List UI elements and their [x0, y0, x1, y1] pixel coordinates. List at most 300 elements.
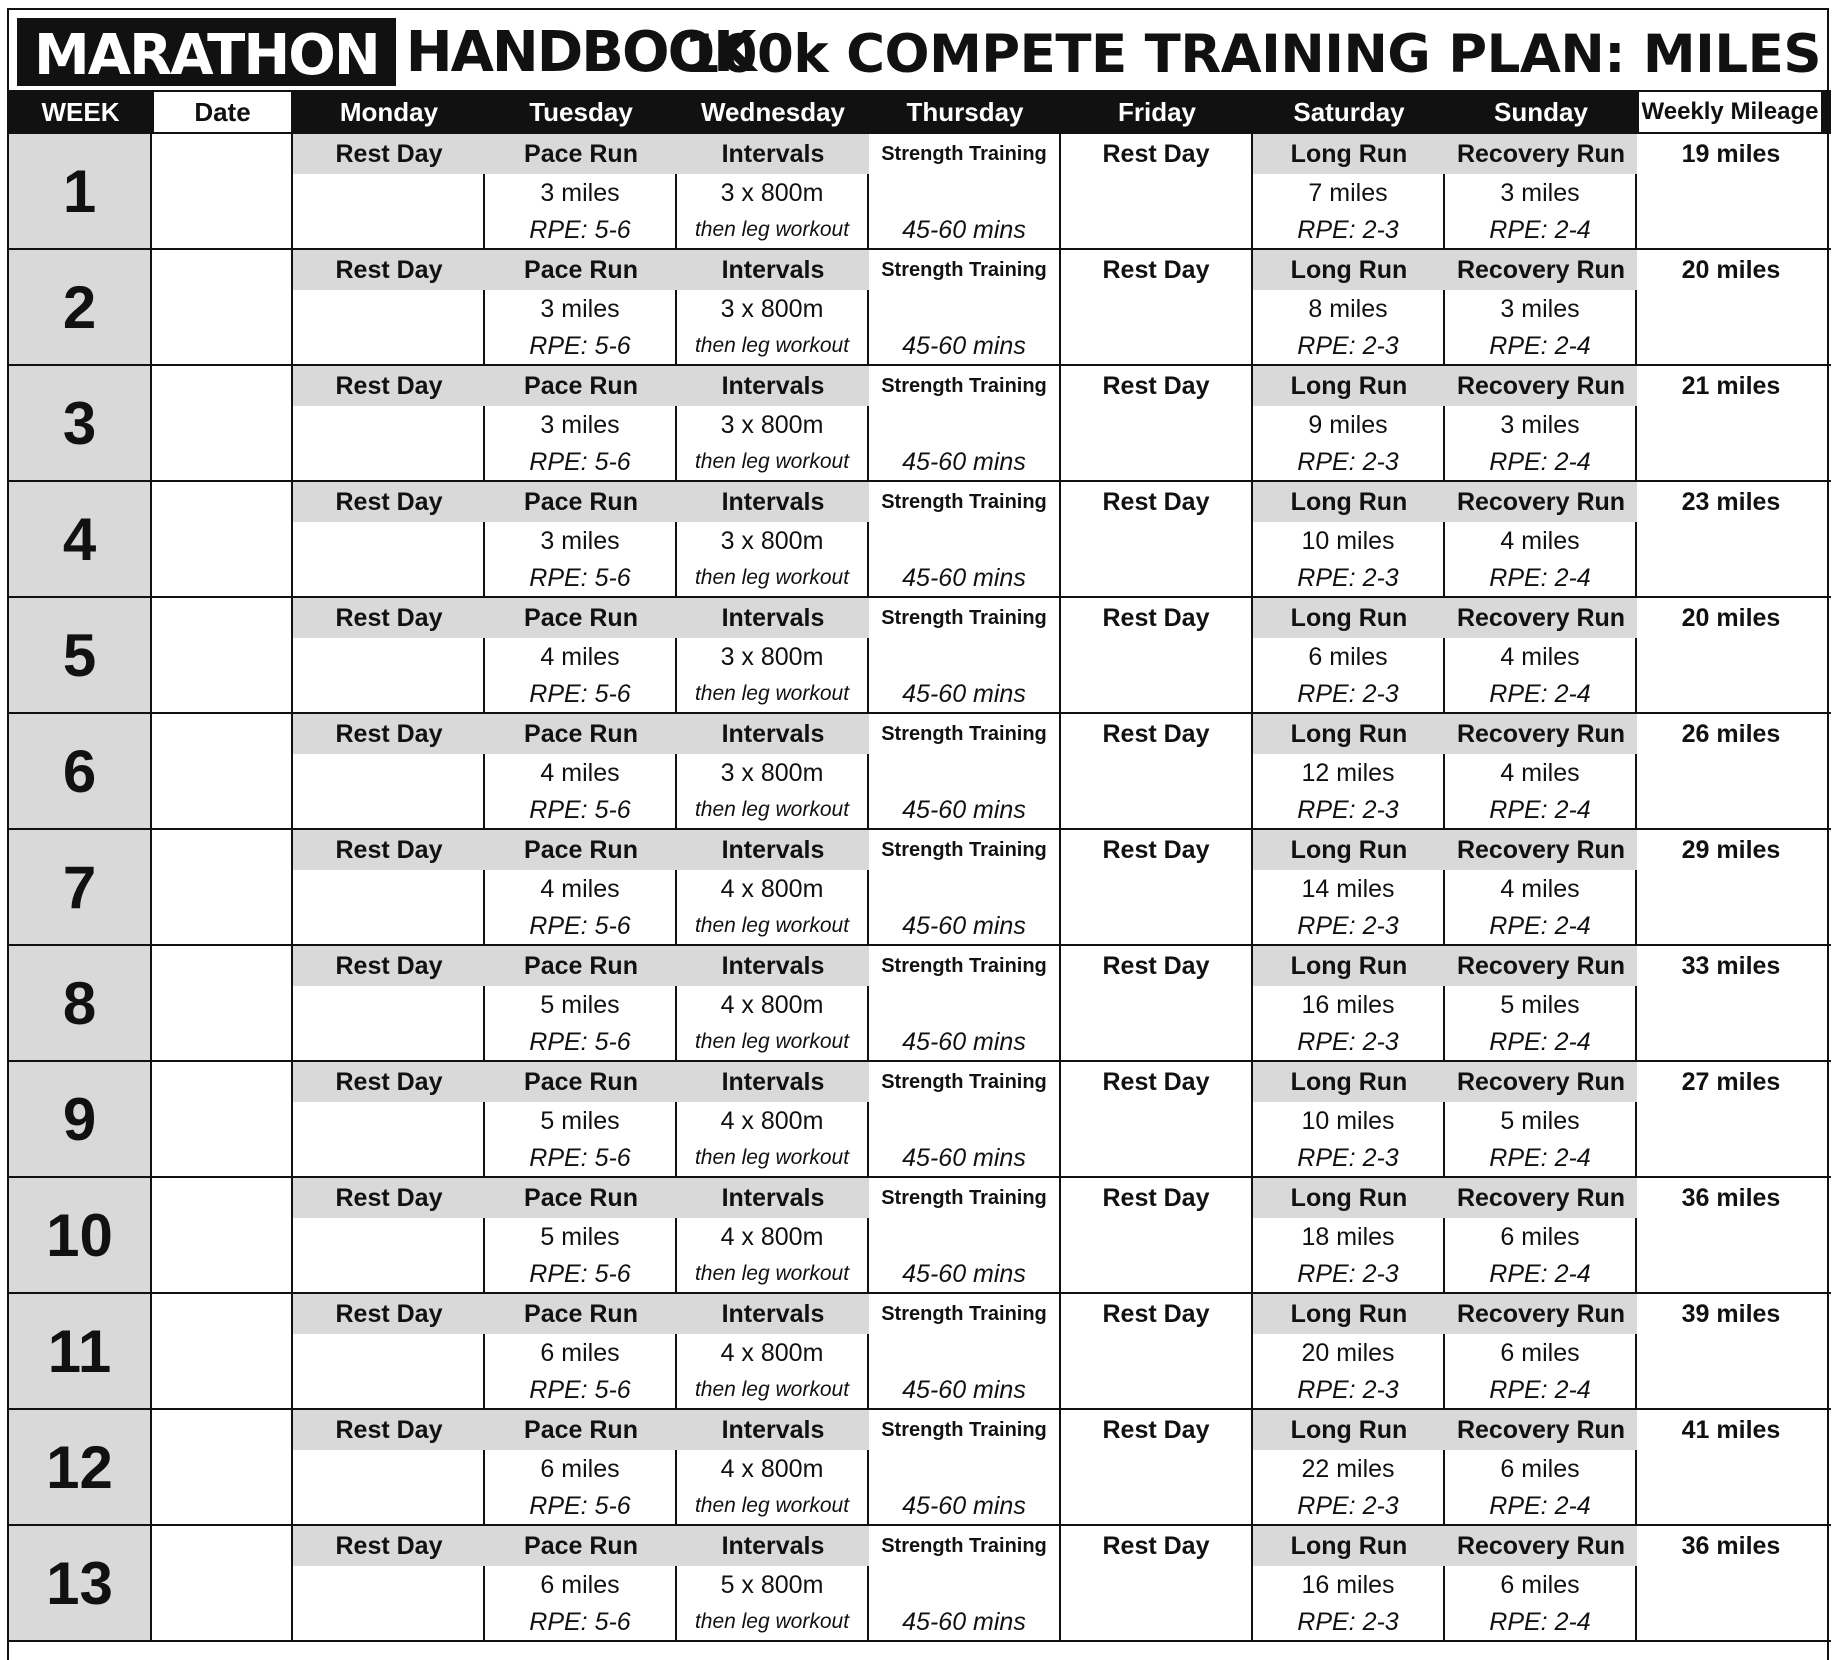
week-row: [9, 250, 1831, 366]
marathon-handbook-logo: [17, 18, 759, 86]
thursday-spacer: [869, 754, 1059, 792]
sunday-workout: Recovery Run: [1445, 714, 1637, 754]
friday-workout: Rest Day: [1102, 255, 1210, 284]
sunday-workout: Recovery Run: [1445, 134, 1637, 174]
wednesday-reps: 5 x 800m: [720, 1570, 824, 1599]
thursday-duration: 45-60 mins: [902, 1607, 1026, 1636]
thursday-cell: [869, 250, 1061, 364]
week-number: 9: [9, 1062, 152, 1176]
tuesday-rpe: RPE: 5-6: [529, 911, 631, 940]
date-cell[interactable]: [152, 946, 293, 1060]
wednesday-workout: Intervals: [677, 366, 869, 406]
monday-cell: [293, 946, 485, 1060]
saturday-cell: [1253, 830, 1445, 944]
sunday-rpe: RPE: 2-4: [1489, 1375, 1591, 1404]
table-header-row: [9, 90, 1831, 134]
weekly-mileage-value: 19 miles: [1681, 139, 1781, 168]
monday-cell: [293, 1526, 485, 1640]
tuesday-rpe: RPE: 5-6: [529, 1607, 631, 1636]
saturday-distance: 6 miles: [1308, 642, 1388, 671]
friday-cell: [1061, 134, 1253, 248]
thursday-spacer: [869, 1102, 1059, 1140]
date-cell[interactable]: [152, 134, 293, 248]
thursday-spacer: [869, 522, 1059, 560]
wednesday-cell: [677, 1178, 869, 1292]
date-cell[interactable]: [152, 714, 293, 828]
tuesday-workout: Pace Run: [485, 830, 677, 870]
friday-workout: Rest Day: [1102, 487, 1210, 516]
week-row: [9, 1062, 1831, 1178]
thursday-duration: 45-60 mins: [902, 679, 1026, 708]
date-cell[interactable]: [152, 1410, 293, 1524]
tuesday-rpe: RPE: 5-6: [529, 1259, 631, 1288]
sunday-rpe: RPE: 2-4: [1489, 447, 1591, 476]
saturday-distance: 16 miles: [1301, 1570, 1395, 1599]
monday-workout: Rest Day: [293, 366, 485, 406]
column-header-wednesday: Wednesday: [700, 96, 845, 127]
wednesday-note: then leg workout: [694, 1494, 850, 1517]
sunday-cell: [1445, 1062, 1637, 1176]
thursday-workout: Strength Training: [881, 1534, 1047, 1557]
wednesday-note: then leg workout: [694, 218, 850, 241]
thursday-cell: [869, 366, 1061, 480]
monday-cell: [293, 1294, 485, 1408]
sunday-rpe: RPE: 2-4: [1489, 1491, 1591, 1520]
weekly-mileage-cell: [1637, 714, 1825, 828]
wednesday-reps: 4 x 800m: [720, 1222, 824, 1251]
tuesday-distance: 3 miles: [540, 178, 620, 207]
friday-cell: [1061, 714, 1253, 828]
saturday-rpe: RPE: 2-3: [1297, 447, 1399, 476]
weekly-mileage-cell: [1637, 134, 1825, 248]
saturday-cell: [1253, 366, 1445, 480]
tuesday-workout: Pace Run: [485, 1410, 677, 1450]
column-header-thursday: Thursday: [906, 96, 1024, 127]
saturday-rpe: RPE: 2-3: [1297, 1027, 1399, 1056]
weekly-mileage-value: 41 miles: [1681, 1415, 1781, 1444]
monday-workout: Rest Day: [293, 1294, 485, 1334]
week-number: 2: [9, 250, 152, 364]
wednesday-reps: 3 x 800m: [720, 642, 824, 671]
tuesday-rpe: RPE: 5-6: [529, 1143, 631, 1172]
date-cell[interactable]: [152, 1178, 293, 1292]
thursday-workout: Strength Training: [881, 1070, 1047, 1093]
saturday-distance: 10 miles: [1301, 1106, 1395, 1135]
tuesday-cell: [485, 1178, 677, 1292]
wednesday-workout: Intervals: [677, 134, 869, 174]
thursday-duration: 45-60 mins: [902, 447, 1026, 476]
sunday-rpe: RPE: 2-4: [1489, 1027, 1591, 1056]
thursday-spacer: [869, 986, 1059, 1024]
saturday-cell: [1253, 134, 1445, 248]
monday-workout: Rest Day: [293, 482, 485, 522]
sunday-rpe: RPE: 2-4: [1489, 679, 1591, 708]
saturday-distance: 10 miles: [1301, 526, 1395, 555]
monday-workout: Rest Day: [293, 1526, 485, 1566]
tuesday-cell: [485, 366, 677, 480]
weekly-mileage-value: 39 miles: [1681, 1299, 1781, 1328]
wednesday-cell: [677, 1410, 869, 1524]
thursday-spacer: [869, 290, 1059, 328]
date-cell[interactable]: [152, 1526, 293, 1640]
wednesday-note: then leg workout: [694, 566, 850, 589]
monday-cell: [293, 366, 485, 480]
sunday-cell: [1445, 134, 1637, 248]
thursday-cell: [869, 134, 1061, 248]
monday-workout: Rest Day: [293, 1410, 485, 1450]
friday-cell: [1061, 1062, 1253, 1176]
weekly-mileage-cell: [1637, 250, 1825, 364]
sunday-cell: [1445, 598, 1637, 712]
sunday-workout: Recovery Run: [1445, 250, 1637, 290]
tuesday-rpe: RPE: 5-6: [529, 679, 631, 708]
thursday-cell: [869, 830, 1061, 944]
tuesday-cell: [485, 1526, 677, 1640]
monday-workout: Rest Day: [293, 946, 485, 986]
weekly-mileage-value: 20 miles: [1681, 603, 1781, 632]
sunday-workout: Recovery Run: [1445, 830, 1637, 870]
sunday-cell: [1445, 482, 1637, 596]
tuesday-rpe: RPE: 5-6: [529, 1491, 631, 1520]
tuesday-workout: Pace Run: [485, 482, 677, 522]
tuesday-distance: 4 miles: [540, 642, 620, 671]
week-row: [9, 482, 1831, 598]
week-row: [9, 1526, 1831, 1642]
tuesday-distance: 3 miles: [540, 526, 620, 555]
saturday-distance: 16 miles: [1301, 990, 1395, 1019]
saturday-distance: 12 miles: [1301, 758, 1395, 787]
weekly-mileage-cell: [1637, 598, 1825, 712]
thursday-workout: Strength Training: [881, 1302, 1047, 1325]
wednesday-note: then leg workout: [694, 682, 850, 705]
week-row: [9, 1178, 1831, 1294]
weekly-mileage-value: 23 miles: [1681, 487, 1781, 516]
tuesday-workout: Pace Run: [485, 250, 677, 290]
thursday-duration: 45-60 mins: [902, 911, 1026, 940]
wednesday-workout: Intervals: [677, 1062, 869, 1102]
wednesday-note: then leg workout: [694, 450, 850, 473]
week-number: 12: [9, 1410, 152, 1524]
week-row: [9, 598, 1831, 714]
tuesday-cell: [485, 250, 677, 364]
date-cell[interactable]: [152, 1294, 293, 1408]
saturday-rpe: RPE: 2-3: [1297, 1491, 1399, 1520]
friday-workout: Rest Day: [1102, 1183, 1210, 1212]
date-cell[interactable]: [152, 830, 293, 944]
tuesday-cell: [485, 1294, 677, 1408]
thursday-duration: 45-60 mins: [902, 1375, 1026, 1404]
wednesday-reps: 4 x 800m: [720, 1338, 824, 1367]
thursday-cell: [869, 1178, 1061, 1292]
week-number: 1: [9, 134, 152, 248]
friday-cell: [1061, 1410, 1253, 1524]
tuesday-distance: 4 miles: [540, 758, 620, 787]
thursday-workout: Strength Training: [881, 490, 1047, 513]
wednesday-note: then leg workout: [694, 334, 850, 357]
thursday-cell: [869, 482, 1061, 596]
saturday-cell: [1253, 1294, 1445, 1408]
column-header-monday: Monday: [339, 96, 439, 127]
tuesday-workout: Pace Run: [485, 1526, 677, 1566]
sunday-rpe: RPE: 2-4: [1489, 911, 1591, 940]
week-number: 10: [9, 1178, 152, 1292]
training-plan-sheet: [7, 8, 1829, 1660]
wednesday-cell: [677, 1294, 869, 1408]
sunday-workout: Recovery Run: [1445, 482, 1637, 522]
saturday-rpe: RPE: 2-3: [1297, 1607, 1399, 1636]
sunday-distance: 5 miles: [1500, 990, 1580, 1019]
saturday-rpe: RPE: 2-3: [1297, 1259, 1399, 1288]
column-header-saturday: Saturday: [1293, 96, 1405, 127]
tuesday-rpe: RPE: 5-6: [529, 331, 631, 360]
date-cell[interactable]: [152, 598, 293, 712]
tuesday-rpe: RPE: 5-6: [529, 447, 631, 476]
friday-cell: [1061, 250, 1253, 364]
week-number: 7: [9, 830, 152, 944]
saturday-workout: Long Run: [1253, 1526, 1445, 1566]
thursday-workout: Strength Training: [881, 954, 1047, 977]
wednesday-note: then leg workout: [694, 1610, 850, 1633]
date-cell[interactable]: [152, 366, 293, 480]
tuesday-rpe: RPE: 5-6: [529, 215, 631, 244]
tuesday-cell: [485, 134, 677, 248]
monday-cell: [293, 714, 485, 828]
saturday-distance: 18 miles: [1301, 1222, 1395, 1251]
wednesday-cell: [677, 134, 869, 248]
saturday-workout: Long Run: [1253, 250, 1445, 290]
monday-cell: [293, 134, 485, 248]
thursday-cell: [869, 598, 1061, 712]
weekly-mileage-cell: [1637, 1294, 1825, 1408]
saturday-distance: 7 miles: [1308, 178, 1388, 207]
sunday-workout: Recovery Run: [1445, 598, 1637, 638]
tuesday-distance: 5 miles: [540, 990, 620, 1019]
date-cell[interactable]: [152, 1062, 293, 1176]
saturday-distance: 22 miles: [1301, 1454, 1395, 1483]
wednesday-cell: [677, 1526, 869, 1640]
saturday-rpe: RPE: 2-3: [1297, 679, 1399, 708]
tuesday-workout: Pace Run: [485, 714, 677, 754]
thursday-duration: 45-60 mins: [902, 563, 1026, 592]
thursday-spacer: [869, 1450, 1059, 1488]
friday-workout: Rest Day: [1102, 1415, 1210, 1444]
friday-cell: [1061, 1294, 1253, 1408]
sunday-workout: Recovery Run: [1445, 366, 1637, 406]
sunday-distance: 5 miles: [1500, 1106, 1580, 1135]
weekly-mileage-cell: [1637, 1062, 1825, 1176]
saturday-rpe: RPE: 2-3: [1297, 1375, 1399, 1404]
wednesday-workout: Intervals: [677, 1410, 869, 1450]
wednesday-cell: [677, 714, 869, 828]
saturday-cell: [1253, 250, 1445, 364]
saturday-rpe: RPE: 2-3: [1297, 795, 1399, 824]
wednesday-cell: [677, 1062, 869, 1176]
monday-cell: [293, 598, 485, 712]
sunday-distance: 4 miles: [1500, 874, 1580, 903]
tuesday-workout: Pace Run: [485, 1178, 677, 1218]
monday-workout: Rest Day: [293, 830, 485, 870]
sunday-distance: 3 miles: [1500, 178, 1580, 207]
wednesday-reps: 3 x 800m: [720, 758, 824, 787]
week-row: [9, 134, 1831, 250]
saturday-workout: Long Run: [1253, 946, 1445, 986]
thursday-duration: 45-60 mins: [902, 1259, 1026, 1288]
saturday-distance: 14 miles: [1301, 874, 1395, 903]
column-header-date: Date: [152, 90, 293, 134]
tuesday-workout: Pace Run: [485, 1062, 677, 1102]
tuesday-workout: Pace Run: [485, 366, 677, 406]
friday-workout: Rest Day: [1102, 1299, 1210, 1328]
wednesday-cell: [677, 250, 869, 364]
tuesday-cell: [485, 946, 677, 1060]
sunday-distance: 6 miles: [1500, 1222, 1580, 1251]
tuesday-cell: [485, 598, 677, 712]
saturday-cell: [1253, 598, 1445, 712]
thursday-spacer: [869, 1334, 1059, 1372]
friday-cell: [1061, 1526, 1253, 1640]
friday-cell: [1061, 366, 1253, 480]
wednesday-cell: [677, 598, 869, 712]
saturday-workout: Long Run: [1253, 1062, 1445, 1102]
week-number: 5: [9, 598, 152, 712]
saturday-workout: Long Run: [1253, 598, 1445, 638]
monday-cell: [293, 1178, 485, 1292]
week-row: [9, 946, 1831, 1062]
wednesday-cell: [677, 482, 869, 596]
tuesday-rpe: RPE: 5-6: [529, 795, 631, 824]
column-header-friday: Friday: [1117, 96, 1197, 127]
week-number: 4: [9, 482, 152, 596]
table-body: [9, 134, 1831, 1642]
tuesday-distance: 6 miles: [540, 1570, 620, 1599]
friday-workout: Rest Day: [1102, 371, 1210, 400]
logo-handbook-text: HANDBOOK: [405, 20, 755, 85]
thursday-spacer: [869, 1566, 1059, 1604]
weekly-mileage-value: 33 miles: [1681, 951, 1781, 980]
week-row: [9, 1410, 1831, 1526]
tuesday-cell: [485, 830, 677, 944]
date-cell[interactable]: [152, 250, 293, 364]
thursday-workout: Strength Training: [881, 838, 1047, 861]
wednesday-note: then leg workout: [694, 1262, 850, 1285]
thursday-cell: [869, 946, 1061, 1060]
tuesday-distance: 5 miles: [540, 1222, 620, 1251]
training-table: [9, 90, 1831, 1642]
saturday-cell: [1253, 1410, 1445, 1524]
sunday-rpe: RPE: 2-4: [1489, 1259, 1591, 1288]
friday-cell: [1061, 830, 1253, 944]
tuesday-cell: [485, 482, 677, 596]
sunday-rpe: RPE: 2-4: [1489, 563, 1591, 592]
week-row: [9, 830, 1831, 946]
thursday-cell: [869, 714, 1061, 828]
saturday-workout: Long Run: [1253, 1410, 1445, 1450]
friday-cell: [1061, 946, 1253, 1060]
week-number: 11: [9, 1294, 152, 1408]
weekly-mileage-cell: [1637, 1178, 1825, 1292]
thursday-workout: Strength Training: [881, 142, 1047, 165]
tuesday-cell: [485, 714, 677, 828]
thursday-workout: Strength Training: [881, 722, 1047, 745]
thursday-spacer: [869, 638, 1059, 676]
weekly-mileage-value: 36 miles: [1681, 1531, 1781, 1560]
week-row: [9, 366, 1831, 482]
sunday-workout: Recovery Run: [1445, 946, 1637, 986]
saturday-distance: 8 miles: [1308, 294, 1388, 323]
saturday-rpe: RPE: 2-3: [1297, 911, 1399, 940]
weekly-mileage-cell: [1637, 366, 1825, 480]
thursday-duration: 45-60 mins: [902, 331, 1026, 360]
friday-cell: [1061, 1178, 1253, 1292]
thursday-duration: 45-60 mins: [902, 1491, 1026, 1520]
tuesday-cell: [485, 1062, 677, 1176]
sunday-distance: 6 miles: [1500, 1338, 1580, 1367]
thursday-workout: Strength Training: [881, 258, 1047, 281]
saturday-distance: 20 miles: [1301, 1338, 1395, 1367]
saturday-workout: Long Run: [1253, 482, 1445, 522]
sunday-workout: Recovery Run: [1445, 1062, 1637, 1102]
tuesday-distance: 4 miles: [540, 874, 620, 903]
saturday-workout: Long Run: [1253, 830, 1445, 870]
saturday-rpe: RPE: 2-3: [1297, 331, 1399, 360]
wednesday-note: then leg workout: [694, 1146, 850, 1169]
week-number: 6: [9, 714, 152, 828]
weekly-mileage-cell: [1637, 482, 1825, 596]
sunday-rpe: RPE: 2-4: [1489, 215, 1591, 244]
sunday-distance: 3 miles: [1500, 294, 1580, 323]
column-header-weekly-mileage: Weekly Mileage: [1637, 90, 1823, 134]
weekly-mileage-cell: [1637, 1410, 1825, 1524]
wednesday-reps: 3 x 800m: [720, 410, 824, 439]
monday-cell: [293, 482, 485, 596]
monday-workout: Rest Day: [293, 134, 485, 174]
monday-workout: Rest Day: [293, 1178, 485, 1218]
saturday-workout: Long Run: [1253, 1294, 1445, 1334]
sunday-rpe: RPE: 2-4: [1489, 1143, 1591, 1172]
wednesday-note: then leg workout: [694, 1378, 850, 1401]
wednesday-cell: [677, 830, 869, 944]
saturday-workout: Long Run: [1253, 1178, 1445, 1218]
weekly-mileage-cell: [1637, 946, 1825, 1060]
wednesday-workout: Intervals: [677, 482, 869, 522]
sunday-cell: [1445, 1178, 1637, 1292]
sunday-rpe: RPE: 2-4: [1489, 1607, 1591, 1636]
monday-cell: [293, 830, 485, 944]
column-header-week: WEEK: [41, 96, 120, 127]
monday-workout: Rest Day: [293, 714, 485, 754]
monday-workout: Rest Day: [293, 598, 485, 638]
saturday-rpe: RPE: 2-3: [1297, 1143, 1399, 1172]
wednesday-workout: Intervals: [677, 1526, 869, 1566]
tuesday-workout: Pace Run: [485, 946, 677, 986]
tuesday-distance: 6 miles: [540, 1454, 620, 1483]
sunday-distance: 4 miles: [1500, 526, 1580, 555]
thursday-workout: Strength Training: [881, 606, 1047, 629]
saturday-distance: 9 miles: [1308, 410, 1388, 439]
weekly-mileage-value: 29 miles: [1681, 835, 1781, 864]
page-header: [9, 10, 1827, 90]
saturday-cell: [1253, 1178, 1445, 1292]
saturday-workout: Long Run: [1253, 134, 1445, 174]
friday-workout: Rest Day: [1102, 835, 1210, 864]
date-cell[interactable]: [152, 482, 293, 596]
wednesday-reps: 4 x 800m: [720, 1106, 824, 1135]
column-header-tuesday: Tuesday: [529, 96, 633, 127]
thursday-spacer: [869, 1218, 1059, 1256]
wednesday-workout: Intervals: [677, 598, 869, 638]
saturday-cell: [1253, 1062, 1445, 1176]
thursday-duration: 45-60 mins: [902, 795, 1026, 824]
